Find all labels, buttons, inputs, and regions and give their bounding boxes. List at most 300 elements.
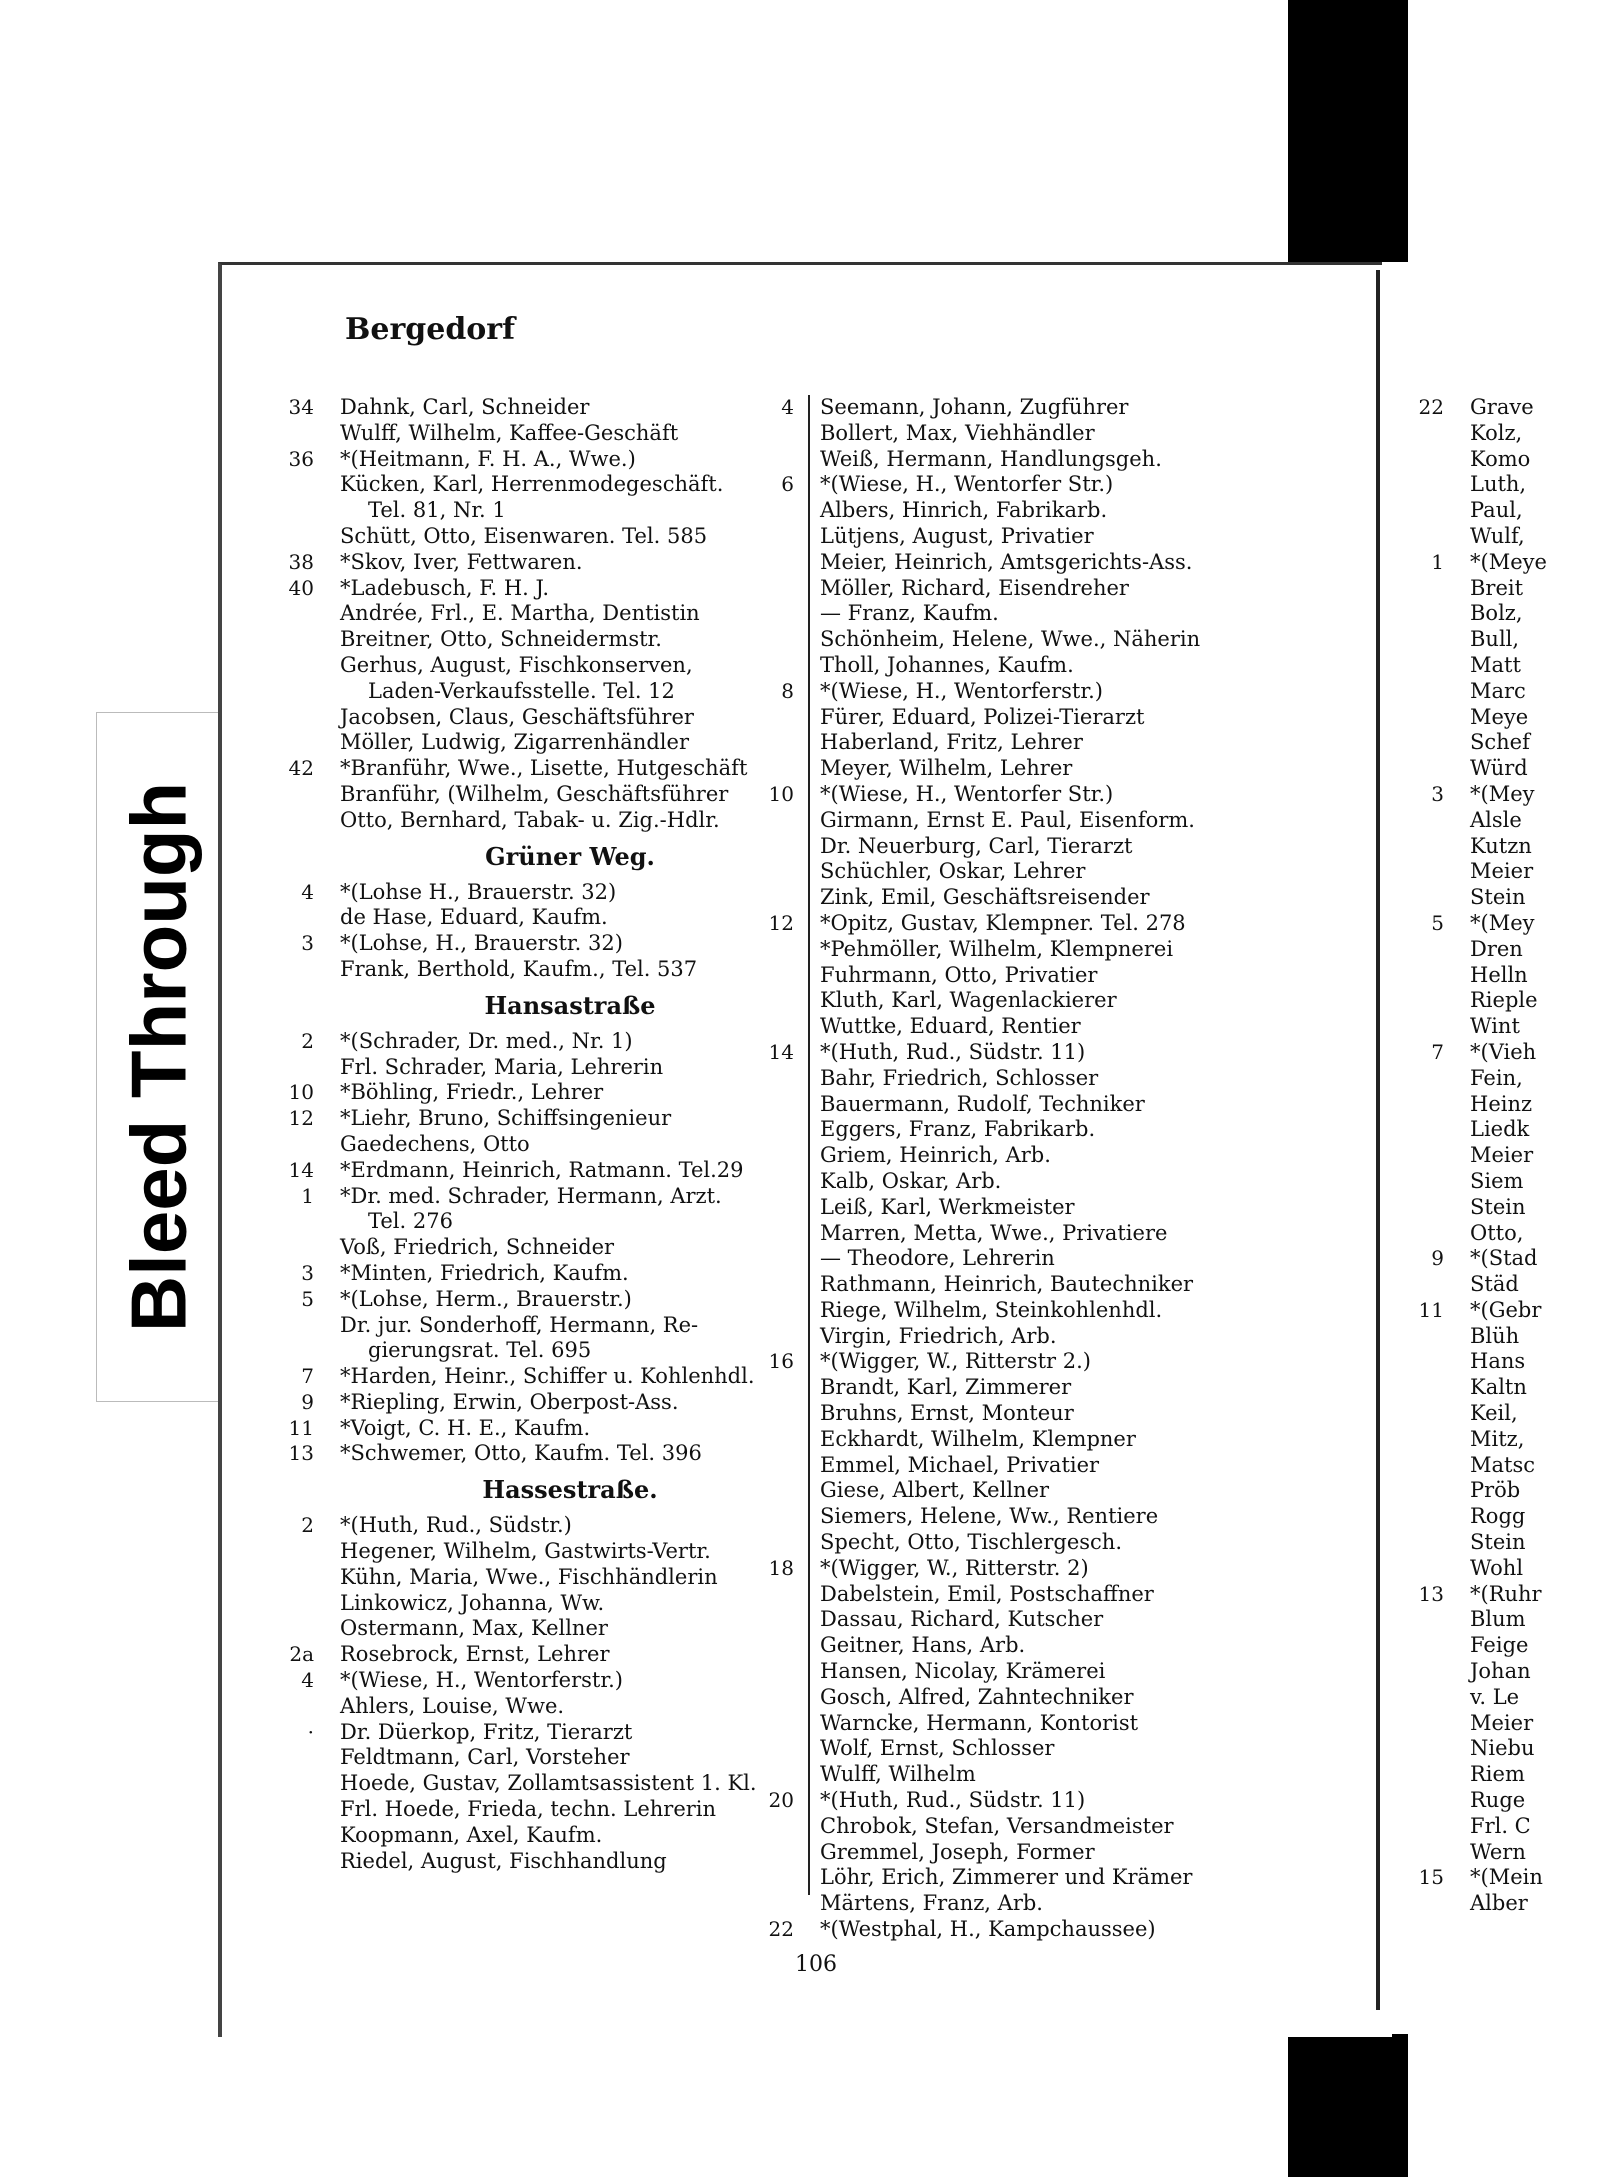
resident-text: Zink, Emil, Geschäftsreisender bbox=[820, 885, 1150, 910]
directory-entry bbox=[820, 421, 1260, 447]
book-spine bbox=[1376, 270, 1380, 2010]
directory-entry bbox=[288, 1157, 800, 1184]
directory-entry bbox=[820, 859, 1260, 885]
house-number: 8 bbox=[781, 678, 794, 703]
directory-entry bbox=[301, 1668, 800, 1694]
resident-text: *(Lohse, H., Brauerstr. 32) bbox=[340, 931, 623, 956]
resident-text: Städ bbox=[1470, 1272, 1519, 1297]
directory-entry bbox=[288, 1106, 800, 1132]
resident-text: Bull, bbox=[1470, 627, 1520, 652]
resident-text: Kalb, Oskar, Arb. bbox=[820, 1168, 1002, 1193]
resident-text: Hansen, Nicolay, Krämerei bbox=[820, 1659, 1106, 1684]
resident-text: *Harden, Heinr., Schiffer u. Kohlenhdl. bbox=[340, 1364, 755, 1389]
directory-entry bbox=[820, 1298, 1260, 1324]
resident-text: *Riepling, Erwin, Oberpost-Ass. bbox=[340, 1389, 679, 1414]
directory-entry bbox=[820, 705, 1260, 731]
directory-entry bbox=[1470, 421, 1600, 447]
directory-entry bbox=[820, 498, 1260, 524]
resident-text: Leiß, Karl, Werkmeister bbox=[820, 1194, 1075, 1219]
directory-entry bbox=[1470, 859, 1600, 885]
directory-entry bbox=[1418, 1581, 1600, 1608]
resident-text: Voß, Friedrich, Schneider bbox=[340, 1235, 615, 1260]
directory-entry bbox=[1470, 730, 1600, 756]
resident-text: Meye bbox=[1470, 704, 1529, 729]
directory-entry bbox=[820, 1607, 1260, 1633]
house-number: 18 bbox=[768, 1555, 794, 1580]
house-number: 38 bbox=[288, 549, 314, 574]
resident-text: Pröb bbox=[1470, 1478, 1521, 1503]
directory-entry bbox=[288, 446, 800, 473]
resident-text: Kaltn bbox=[1470, 1375, 1527, 1400]
directory-entry bbox=[1470, 1066, 1600, 1092]
scan-black-band-top bbox=[1288, 0, 1408, 262]
directory-entry bbox=[820, 937, 1260, 963]
resident-text: Dr. Neuerburg, Carl, Tierarzt bbox=[820, 833, 1133, 858]
resident-text: Helln bbox=[1470, 962, 1528, 987]
resident-text: Haberland, Fritz, Lehrer bbox=[820, 730, 1083, 755]
directory-entry bbox=[340, 1797, 800, 1823]
resident-text: Wulff, Wilhelm, Kaffee-Geschäft bbox=[340, 420, 679, 445]
directory-entry bbox=[1470, 834, 1600, 860]
resident-text: Fein, bbox=[1470, 1065, 1523, 1090]
directory-entry bbox=[301, 1183, 800, 1210]
resident-text: *Erdmann, Heinrich, Ratmann. Tel.29 bbox=[340, 1157, 744, 1182]
directory-entry bbox=[1470, 1401, 1600, 1427]
resident-text: Dabelstein, Emil, Postschaffner bbox=[820, 1581, 1154, 1606]
directory-entry bbox=[1470, 524, 1600, 550]
directory-entry bbox=[820, 1891, 1260, 1917]
resident-text: Meyer, Wilhelm, Lehrer bbox=[820, 756, 1073, 781]
directory-entry bbox=[1470, 1427, 1600, 1453]
directory-entry bbox=[340, 627, 800, 653]
directory-entry bbox=[1470, 472, 1600, 498]
resident-text: Dren bbox=[1470, 936, 1523, 961]
house-number: 34 bbox=[288, 395, 314, 419]
resident-text: Marren, Metta, Wwe., Privatiere bbox=[820, 1220, 1168, 1245]
resident-text: Bauermann, Rudolf, Techniker bbox=[820, 1091, 1145, 1116]
resident-text: Alber bbox=[1470, 1891, 1528, 1916]
resident-text: Meier, Heinrich, Amtsgerichts-Ass. bbox=[820, 549, 1193, 574]
directory-entry bbox=[768, 1788, 1260, 1814]
resident-text: Tholl, Johannes, Kaufm. bbox=[820, 652, 1074, 677]
resident-text: Blum bbox=[1470, 1607, 1526, 1632]
directory-entry bbox=[1470, 576, 1600, 602]
street-heading: Grüner Weg. bbox=[485, 841, 655, 871]
directory-entry bbox=[768, 1555, 1260, 1582]
directory-entry bbox=[340, 1849, 800, 1875]
directory-entry bbox=[340, 1694, 800, 1720]
directory-entry bbox=[820, 1633, 1260, 1659]
resident-text: Siem bbox=[1470, 1168, 1524, 1193]
directory-entry bbox=[340, 1745, 800, 1771]
directory-entry bbox=[1470, 627, 1600, 653]
house-number: 10 bbox=[288, 1080, 314, 1105]
resident-text: *Opitz, Gustav, Klempner. Tel. 278 bbox=[820, 910, 1186, 935]
resident-text: Dr. Düerkop, Fritz, Tierarzt bbox=[340, 1719, 633, 1744]
resident-text: Liedk bbox=[1470, 1117, 1530, 1142]
resident-text: Siemers, Helene, Ww., Rentiere bbox=[820, 1504, 1159, 1529]
resident-text: Blüh bbox=[1470, 1323, 1520, 1348]
directory-entry bbox=[820, 1478, 1260, 1504]
directory-entry bbox=[820, 1530, 1260, 1556]
resident-text: *(Mey bbox=[1470, 781, 1535, 806]
resident-text: Keil, bbox=[1470, 1401, 1518, 1426]
directory-entry bbox=[820, 1375, 1260, 1401]
directory-entry bbox=[820, 1324, 1260, 1350]
directory-entry bbox=[1470, 1607, 1600, 1633]
directory-entry bbox=[768, 1039, 1260, 1066]
directory-entry bbox=[340, 421, 800, 447]
directory-entry bbox=[340, 498, 800, 524]
directory-entry bbox=[1470, 1556, 1600, 1582]
resident-text: Johan bbox=[1470, 1659, 1531, 1684]
resident-text: Emmel, Michael, Privatier bbox=[820, 1452, 1100, 1477]
house-number: 5 bbox=[301, 1286, 314, 1311]
resident-text: *(Stad bbox=[1470, 1246, 1538, 1271]
resident-text: Dahnk, Carl, Schneider bbox=[340, 395, 590, 419]
page-title: Bergedorf bbox=[345, 312, 516, 347]
directory-entry bbox=[1470, 679, 1600, 705]
directory-entry bbox=[781, 472, 1260, 498]
resident-text: Wohl bbox=[1470, 1555, 1524, 1580]
resident-text: Wolf, Ernst, Schlosser bbox=[820, 1736, 1055, 1761]
house-number: 16 bbox=[768, 1349, 794, 1374]
resident-text: Frl. Schrader, Maria, Lehrerin bbox=[340, 1054, 664, 1079]
resident-text: Seemann, Johann, Zugführer bbox=[820, 395, 1129, 419]
directory-entry bbox=[1470, 1272, 1600, 1298]
resident-text: v. Le bbox=[1470, 1684, 1520, 1709]
resident-text: Weiß, Hermann, Handlungsgeh. bbox=[820, 446, 1162, 471]
resident-text: *(Huth, Rud., Südstr. 11) bbox=[820, 1788, 1086, 1813]
directory-entry bbox=[1470, 1117, 1600, 1143]
directory-entry bbox=[1470, 1633, 1600, 1659]
resident-text: Rieple bbox=[1470, 988, 1538, 1013]
directory-entry bbox=[820, 1169, 1260, 1195]
resident-text: Wern bbox=[1470, 1839, 1526, 1864]
resident-text: Grave bbox=[1470, 395, 1534, 419]
house-number: 10 bbox=[768, 781, 794, 806]
resident-text: Heinz bbox=[1470, 1091, 1533, 1116]
house-number: 2 bbox=[301, 1513, 314, 1538]
house-number: 22 bbox=[768, 1917, 794, 1942]
directory-entry bbox=[1470, 705, 1600, 731]
resident-text: Rathmann, Heinrich, Bautechniker bbox=[820, 1272, 1194, 1297]
house-number: 12 bbox=[288, 1106, 314, 1131]
resident-text: *(Wiese, H., Wentorferstr.) bbox=[340, 1668, 623, 1693]
directory-entry bbox=[820, 1427, 1260, 1453]
directory-entry bbox=[1470, 653, 1600, 679]
resident-text: Chrobok, Stefan, Versandmeister bbox=[820, 1813, 1174, 1838]
directory-entry bbox=[340, 524, 800, 550]
resident-text: Eckhardt, Wilhelm, Klempner bbox=[820, 1426, 1136, 1451]
directory-entry bbox=[301, 1028, 800, 1055]
house-number: 15 bbox=[1418, 1865, 1444, 1890]
directory-entry bbox=[340, 653, 800, 679]
directory-entry bbox=[820, 1453, 1260, 1479]
directory-entry bbox=[820, 1504, 1260, 1530]
directory-entry bbox=[820, 756, 1260, 782]
directory-entry bbox=[340, 1823, 800, 1849]
resident-text: Albers, Hinrich, Fabrikarb. bbox=[820, 498, 1108, 523]
resident-text: *Böhling, Friedr., Lehrer bbox=[340, 1080, 604, 1105]
directory-entry bbox=[820, 1685, 1260, 1711]
directory-entry bbox=[288, 756, 800, 782]
resident-text: Breitner, Otto, Schneidermstr. bbox=[340, 627, 662, 652]
directory-entry bbox=[1431, 1246, 1600, 1272]
directory-entry bbox=[1470, 1530, 1600, 1556]
resident-text: Breit bbox=[1470, 575, 1524, 600]
directory-entry bbox=[301, 1286, 800, 1313]
column-divider bbox=[808, 395, 810, 1895]
house-number: 9 bbox=[301, 1389, 314, 1414]
directory-entry bbox=[820, 885, 1260, 911]
directory-entry bbox=[820, 1066, 1260, 1092]
directory-entry bbox=[820, 1582, 1260, 1608]
page-number: 106 bbox=[795, 1952, 837, 1977]
resident-text: *(Meye bbox=[1470, 549, 1547, 574]
resident-text: *(Lohse H., Brauerstr. 32) bbox=[340, 879, 617, 904]
directory-entry bbox=[1470, 1349, 1600, 1375]
resident-text: Matt bbox=[1470, 652, 1521, 677]
resident-text: Dassau, Richard, Kutscher bbox=[820, 1607, 1104, 1632]
resident-text: gierungsrat. Tel. 695 bbox=[368, 1338, 592, 1363]
directory-entry bbox=[1431, 1039, 1600, 1066]
directory-entry bbox=[820, 576, 1260, 602]
directory-entry bbox=[820, 1143, 1260, 1169]
directory-entry bbox=[340, 1235, 800, 1261]
directory-entry bbox=[1470, 1143, 1600, 1169]
directory-entry bbox=[1470, 1762, 1600, 1788]
resident-text: Wuttke, Eduard, Rentier bbox=[820, 1014, 1081, 1039]
resident-text: Frank, Berthold, Kaufm., Tel. 537 bbox=[340, 956, 698, 981]
directory-entry bbox=[340, 1539, 800, 1565]
directory-entry bbox=[820, 963, 1260, 989]
directory-entry bbox=[820, 1014, 1260, 1040]
resident-text: Giese, Albert, Kellner bbox=[820, 1478, 1050, 1503]
resident-text: Hans bbox=[1470, 1349, 1526, 1374]
directory-entry bbox=[288, 549, 800, 576]
resident-text: *Pehmöller, Wilhelm, Klempnerei bbox=[820, 936, 1174, 961]
resident-text: *(Heitmann, F. H. A., Wwe.) bbox=[340, 446, 636, 471]
resident-text: Hoede, Gustav, Zollamtsassistent 1. Kl. bbox=[340, 1771, 757, 1796]
resident-text: Märtens, Franz, Arb. bbox=[820, 1891, 1043, 1916]
resident-text: *(Westphal, H., Kampchaussee) bbox=[820, 1917, 1156, 1942]
directory-entry bbox=[820, 808, 1260, 834]
resident-text: Koopmann, Axel, Kaufm. bbox=[340, 1822, 603, 1847]
resident-text: de Hase, Eduard, Kaufm. bbox=[340, 905, 608, 930]
resident-text: Alsle bbox=[1470, 807, 1522, 832]
middle-column bbox=[768, 395, 1260, 1943]
directory-entry bbox=[820, 730, 1260, 756]
house-number: 40 bbox=[288, 575, 314, 600]
resident-text: *(Wiese, H., Wentorfer Str.) bbox=[820, 781, 1114, 806]
resident-text: Gerhus, August, Fischkonserven, bbox=[340, 652, 693, 677]
directory-entry bbox=[820, 550, 1260, 576]
resident-text: *Ladebusch, F. H. J. bbox=[340, 575, 549, 600]
resident-text: Girmann, Ernst E. Paul, Eisenform. bbox=[820, 807, 1195, 832]
street-heading: Hansastraße bbox=[484, 990, 656, 1020]
directory-entry bbox=[820, 1195, 1260, 1221]
directory-entry bbox=[1470, 1375, 1600, 1401]
resident-text: Tel. 276 bbox=[368, 1209, 453, 1234]
directory-entry bbox=[340, 782, 800, 808]
house-number: 22 bbox=[1418, 395, 1444, 419]
bleed-through-text: Bleed Through bbox=[114, 781, 203, 1333]
house-number: 5 bbox=[1431, 910, 1444, 935]
house-number: 4 bbox=[301, 879, 314, 904]
resident-text: Stein bbox=[1470, 1194, 1526, 1219]
resident-text: Schütt, Otto, Eisenwaren. Tel. 585 bbox=[340, 523, 708, 548]
directory-entry bbox=[340, 1771, 800, 1797]
resident-text: *Liehr, Bruno, Schiffsingenieur bbox=[340, 1106, 672, 1131]
directory-entry bbox=[768, 781, 1260, 808]
directory-entry bbox=[340, 808, 800, 834]
street-heading: Hassestraße. bbox=[482, 1475, 658, 1505]
resident-text: Riem bbox=[1470, 1762, 1525, 1787]
directory-entry bbox=[1470, 1453, 1600, 1479]
resident-text: Riege, Wilhelm, Steinkohlenhdl. bbox=[820, 1297, 1163, 1322]
directory-entry bbox=[1470, 1014, 1600, 1040]
resident-text: Wulf, bbox=[1470, 523, 1525, 548]
resident-text: *(Gebr bbox=[1470, 1297, 1542, 1322]
directory-entry bbox=[1470, 1788, 1600, 1814]
directory-entry bbox=[1470, 1169, 1600, 1195]
resident-text: Meier bbox=[1470, 1143, 1534, 1168]
resident-text: Kühn, Maria, Wwe., Fischhändlerin bbox=[340, 1564, 718, 1589]
directory-entry bbox=[820, 653, 1260, 679]
directory-entry bbox=[1470, 937, 1600, 963]
directory-entry bbox=[820, 1736, 1260, 1762]
resident-text: Laden-Verkaufsstelle. Tel. 12 bbox=[368, 678, 675, 703]
directory-entry bbox=[301, 1260, 800, 1287]
directory-entry bbox=[301, 1389, 800, 1416]
directory-entry bbox=[288, 1080, 800, 1106]
resident-text: Möller, Ludwig, Zigarrenhändler bbox=[340, 730, 689, 755]
house-number: 6 bbox=[781, 472, 794, 497]
resident-text: *(Lohse, Herm., Brauerstr.) bbox=[340, 1286, 632, 1311]
house-number: 7 bbox=[1431, 1039, 1444, 1064]
directory-entry bbox=[820, 524, 1260, 550]
resident-text: Luth, bbox=[1470, 472, 1527, 497]
directory-entry bbox=[340, 1055, 800, 1081]
resident-text: Löhr, Erich, Zimmerer und Krämer bbox=[820, 1865, 1193, 1890]
resident-text: *(Wiese, H., Wentorfer Str.) bbox=[820, 472, 1114, 497]
directory-entry bbox=[1470, 1711, 1600, 1737]
left-column bbox=[288, 395, 800, 1874]
directory-entry bbox=[820, 1659, 1260, 1685]
resident-text: Paul, bbox=[1470, 498, 1523, 523]
directory-entry bbox=[1470, 1324, 1600, 1350]
resident-text: *(Mein bbox=[1470, 1865, 1543, 1890]
directory-entry bbox=[820, 1711, 1260, 1737]
resident-text: Frl. C bbox=[1470, 1813, 1531, 1838]
directory-entry bbox=[340, 1591, 800, 1617]
directory-entry bbox=[1431, 781, 1600, 808]
resident-text: Schönheim, Helene, Wwe., Näherin bbox=[820, 627, 1201, 652]
resident-text: Fuhrmann, Otto, Privatier bbox=[820, 962, 1098, 987]
house-number: 3 bbox=[1431, 781, 1444, 806]
house-number: 14 bbox=[288, 1157, 314, 1182]
house-number: 13 bbox=[1418, 1581, 1444, 1606]
resident-text: Otto, Bernhard, Tabak- u. Zig.-Hdlr. bbox=[340, 807, 720, 832]
directory-entry bbox=[1470, 963, 1600, 989]
resident-text: Hegener, Wilhelm, Gastwirts-Vertr. bbox=[340, 1539, 711, 1564]
resident-text: Mitz, bbox=[1470, 1426, 1525, 1451]
resident-text: Rosebrock, Ernst, Lehrer bbox=[340, 1642, 610, 1667]
resident-text: *Branführ, Wwe., Lisette, Hutgeschäft bbox=[340, 756, 748, 781]
directory-entry bbox=[820, 1092, 1260, 1118]
house-number: 3 bbox=[301, 1260, 314, 1285]
directory-entry bbox=[820, 447, 1260, 473]
directory-entry bbox=[820, 627, 1260, 653]
resident-text: Frl. Hoede, Frieda, techn. Lehrerin bbox=[340, 1797, 717, 1822]
house-number: · bbox=[307, 1719, 314, 1744]
directory-entry bbox=[288, 575, 800, 602]
resident-text: — Franz, Kaufm. bbox=[820, 601, 999, 626]
directory-entry bbox=[340, 957, 800, 983]
resident-text: *(Wigger, W., Ritterstr 2.) bbox=[820, 1349, 1091, 1374]
directory-entry bbox=[768, 1349, 1260, 1375]
directory-entry bbox=[1470, 1891, 1600, 1917]
directory-entry bbox=[340, 472, 800, 498]
directory-entry bbox=[340, 1338, 800, 1364]
resident-text: *(Mey bbox=[1470, 910, 1535, 935]
resident-text: Warncke, Hermann, Kontorist bbox=[820, 1710, 1139, 1735]
directory-entry bbox=[288, 1441, 800, 1467]
resident-text: Wint bbox=[1470, 1014, 1520, 1039]
resident-text: Lütjens, August, Privatier bbox=[820, 523, 1094, 548]
resident-text: *Skov, Iver, Fettwaren. bbox=[340, 549, 583, 574]
resident-text: *Dr. med. Schrader, Hermann, Arzt. bbox=[340, 1183, 722, 1208]
resident-text: Geitner, Hans, Arb. bbox=[820, 1633, 1026, 1658]
directory-entry bbox=[1470, 756, 1600, 782]
house-number: 12 bbox=[768, 910, 794, 935]
resident-text: Virgin, Friedrich, Arb. bbox=[820, 1323, 1057, 1348]
directory-entry bbox=[340, 1209, 800, 1235]
house-number: 4 bbox=[781, 395, 794, 419]
resident-text: Ruge bbox=[1470, 1788, 1526, 1813]
directory-entry bbox=[1470, 447, 1600, 473]
house-number: 3 bbox=[301, 931, 314, 956]
resident-text: Kolz, bbox=[1470, 420, 1523, 445]
right-column-cropped bbox=[1418, 395, 1600, 1917]
resident-text: Stein bbox=[1470, 1530, 1526, 1555]
resident-text: Fürer, Eduard, Polizei-Tierarzt bbox=[820, 704, 1145, 729]
resident-text: Meier bbox=[1470, 859, 1534, 884]
directory-entry bbox=[288, 1415, 800, 1442]
directory-entry bbox=[820, 1762, 1260, 1788]
directory-entry bbox=[307, 1719, 800, 1746]
resident-text: Möller, Richard, Eisendreher bbox=[820, 575, 1129, 600]
resident-text: Feldtmann, Carl, Vorsteher bbox=[340, 1745, 630, 1770]
resident-text: Gosch, Alfred, Zahntechniker bbox=[820, 1684, 1134, 1709]
directory-entry bbox=[340, 705, 800, 731]
directory-entry bbox=[289, 1642, 800, 1668]
directory-entry bbox=[1431, 549, 1600, 576]
house-number: 20 bbox=[768, 1788, 794, 1813]
resident-text: Gremmel, Joseph, Former bbox=[820, 1839, 1095, 1864]
resident-text: *(Wiese, H., Wentorferstr.) bbox=[820, 678, 1103, 703]
house-number: 13 bbox=[288, 1441, 314, 1466]
directory-entry bbox=[340, 1313, 800, 1339]
directory-entry bbox=[1470, 885, 1600, 911]
directory-entry bbox=[1418, 1297, 1600, 1324]
directory-entry bbox=[1470, 1659, 1600, 1685]
directory-entry bbox=[340, 730, 800, 756]
house-number: 1 bbox=[1431, 549, 1444, 574]
resident-text: Matsc bbox=[1470, 1452, 1535, 1477]
directory-entry bbox=[820, 1840, 1260, 1866]
